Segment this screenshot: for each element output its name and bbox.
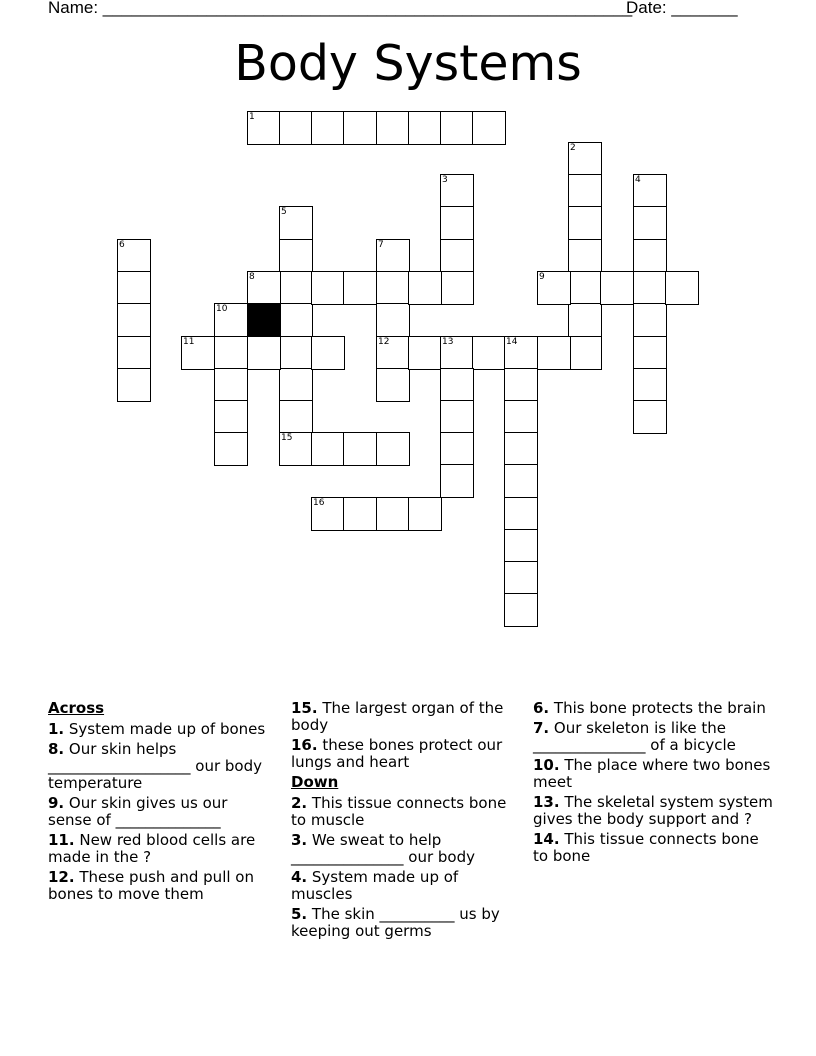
clue-number-label: 1 [249, 112, 255, 122]
clue-text: This tissue connects bone to bone [533, 830, 759, 865]
name-field-label: Name: ________________________________________________________ [48, 0, 633, 17]
clue-number-label: 4 [635, 175, 641, 185]
crossword-cell[interactable] [214, 336, 248, 370]
crossword-cell[interactable] [408, 111, 442, 145]
crossword-cell[interactable] [568, 206, 602, 240]
crossword-cell[interactable] [440, 336, 474, 370]
crossword-cell[interactable] [568, 271, 602, 305]
crossword-cell[interactable] [279, 303, 313, 337]
clue-down-4 [291, 869, 516, 903]
crossword-cell[interactable] [633, 239, 667, 273]
crossword-cell[interactable] [279, 368, 313, 402]
crossword-cell[interactable] [633, 174, 667, 208]
clue-text: Our skin gives us our sense of ______________ [48, 794, 228, 829]
clue-text: The largest organ of the body [291, 699, 504, 734]
crossword-cell[interactable] [633, 400, 667, 434]
clue-number-label: 9 [539, 272, 545, 282]
crossword-cell[interactable] [568, 239, 602, 273]
clue-down-10 [533, 757, 773, 791]
crossword-cell[interactable] [214, 400, 248, 434]
clue-across-9 [48, 795, 273, 829]
crossword-cell[interactable] [376, 303, 410, 337]
crossword-cell[interactable] [279, 432, 313, 466]
crossword-cell[interactable] [633, 368, 667, 402]
crossword-cell[interactable] [279, 336, 313, 370]
crossword-cell[interactable] [568, 142, 602, 176]
crossword-cell[interactable] [376, 368, 410, 402]
crossword-cell[interactable] [117, 303, 151, 337]
clue-number: 16. [291, 736, 318, 754]
crossword-cell[interactable] [440, 432, 474, 466]
clue-number-label: 2 [570, 143, 576, 153]
crossword-cell[interactable] [440, 206, 474, 240]
clue-text: these bones protect our lungs and heart [291, 736, 503, 771]
crossword-cell[interactable] [311, 336, 345, 370]
crossword-cell[interactable] [665, 271, 699, 305]
clue-number-label: 3 [442, 175, 448, 185]
crossword-cell[interactable] [472, 336, 506, 370]
crossword-cell[interactable] [408, 336, 442, 370]
crossword-cell[interactable] [568, 174, 602, 208]
clue-number: 11. [48, 831, 75, 849]
crossword-cell[interactable] [117, 368, 151, 402]
clue-across-15 [291, 700, 516, 734]
crossword-cell[interactable] [440, 464, 474, 498]
clue-number-label: 10 [216, 304, 228, 314]
crossword-cell[interactable] [214, 368, 248, 402]
crossword-cell[interactable] [504, 432, 538, 466]
crossword-cell[interactable] [376, 239, 410, 273]
clue-number: 8. [48, 740, 65, 758]
crossword-cell[interactable] [440, 111, 474, 145]
crossword-cell[interactable] [633, 271, 667, 305]
crossword-cell[interactable] [408, 497, 442, 531]
clue-number-label: 5 [281, 207, 287, 217]
clue-number: 6. [533, 699, 550, 717]
crossword-cell[interactable] [343, 271, 377, 305]
down-heading: Down [291, 773, 339, 791]
clue-down-2 [291, 795, 516, 829]
clues-column-3 [533, 700, 773, 868]
crossword-cell[interactable] [504, 464, 538, 498]
clue-down-3 [291, 832, 516, 866]
clue-text: This tissue connects bone to muscle [291, 794, 507, 829]
crossword-cell[interactable] [181, 336, 215, 370]
crossword-cell[interactable] [440, 271, 474, 305]
clue-down-7 [533, 720, 773, 754]
crossword-cell[interactable] [117, 271, 151, 305]
clue-number: 12. [48, 868, 75, 886]
crossword-cell[interactable] [117, 239, 151, 273]
crossword-cell[interactable] [633, 336, 667, 370]
clue-number: 2. [291, 794, 308, 812]
clue-number-label: 11 [183, 337, 195, 347]
clue-number: 9. [48, 794, 65, 812]
crossword-cell[interactable] [279, 239, 313, 273]
clue-number: 7. [533, 719, 550, 737]
clue-number: 10. [533, 756, 560, 774]
crossword-cell[interactable] [376, 271, 410, 305]
crossword-cell[interactable] [376, 497, 410, 531]
clue-text: The place where two bones meet [533, 756, 771, 791]
page-title: Body Systems [234, 35, 582, 92]
crossword-cell[interactable] [440, 400, 474, 434]
clue-number: 4. [291, 868, 308, 886]
clue-number-label: 15 [281, 433, 293, 443]
clue-text: System made up of bones [64, 720, 266, 738]
crossword-cell[interactable] [117, 336, 151, 370]
clue-number-label: 14 [506, 337, 518, 347]
crossword-cell[interactable] [311, 271, 345, 305]
crossword-cell[interactable] [472, 111, 506, 145]
clue-down-5 [291, 906, 516, 940]
clue-across-11 [48, 832, 273, 866]
crossword-cell[interactable] [311, 111, 345, 145]
clue-number-label: 7 [378, 240, 384, 250]
clue-text: The skin __________ us by keeping out germs [291, 905, 500, 940]
crossword-cell[interactable] [633, 303, 667, 337]
crossword-cell[interactable] [504, 368, 538, 402]
clue-text: We sweat to help _______________ our body [291, 831, 475, 866]
crossword-cell[interactable] [440, 174, 474, 208]
clue-number: 3. [291, 831, 308, 849]
date-field-label: Date: _______ [626, 0, 738, 17]
clue-text: System made up of muscles [291, 868, 459, 903]
crossword-cell[interactable] [376, 336, 410, 370]
crossword-cell[interactable] [440, 239, 474, 273]
clue-number-label: 8 [249, 272, 255, 282]
crossword-cell[interactable] [504, 497, 538, 531]
clue-down-13 [533, 794, 773, 828]
crossword-cell[interactable] [376, 111, 410, 145]
clue-number-label: 13 [442, 337, 454, 347]
crossword-cell[interactable] [343, 111, 377, 145]
clues-column-2 [291, 700, 516, 943]
crossword-cell[interactable] [279, 111, 313, 145]
clue-number: 13. [533, 793, 560, 811]
clue-text: Our skeleton is like the _______________ of a bicycle [533, 719, 736, 754]
crossword-cell[interactable] [568, 336, 602, 370]
crossword-cell[interactable] [214, 303, 248, 337]
crossword-cell[interactable] [504, 400, 538, 434]
clue-number: 15. [291, 699, 318, 717]
crossword-cell[interactable] [408, 271, 442, 305]
clue-text: This bone protects the brain [549, 699, 766, 717]
crossword-cell[interactable] [633, 206, 667, 240]
crossword-cell[interactable] [504, 529, 538, 563]
blocked-cell [247, 303, 281, 337]
crossword-cell[interactable] [568, 303, 602, 337]
crossword-cell[interactable] [440, 368, 474, 402]
clue-text: Our skin helps ___________________ our body temperature [48, 740, 262, 792]
crossword-cell[interactable] [376, 432, 410, 466]
crossword-cell[interactable] [214, 432, 248, 466]
clue-number: 1. [48, 720, 65, 738]
crossword-cell[interactable] [279, 271, 313, 305]
crossword-cell[interactable] [247, 336, 281, 370]
crossword-cell[interactable] [504, 561, 538, 595]
crossword-cell[interactable] [600, 271, 634, 305]
clue-across-8 [48, 741, 273, 792]
across-heading: Across [48, 699, 105, 717]
crossword-cell[interactable] [279, 400, 313, 434]
crossword-cell[interactable] [311, 497, 345, 531]
clue-number-label: 6 [119, 240, 125, 250]
clue-number: 14. [533, 830, 560, 848]
clue-number: 5. [291, 905, 308, 923]
clue-number-label: 12 [378, 337, 390, 347]
crossword-cell[interactable] [343, 432, 377, 466]
crossword-cell[interactable] [279, 206, 313, 240]
clue-text: New red blood cells are made in the ? [48, 831, 256, 866]
clue-down-6 [533, 700, 773, 717]
crossword-cell[interactable] [311, 432, 345, 466]
crossword-cell[interactable] [247, 111, 281, 145]
clues-column-1 [48, 700, 273, 906]
clue-number-label: 16 [313, 498, 325, 508]
clue-across-1 [48, 721, 273, 738]
clue-text: The skeletal system system gives the body support and ? [533, 793, 773, 828]
crossword-cell[interactable] [537, 271, 571, 305]
crossword-cell[interactable] [343, 497, 377, 531]
crossword-cell[interactable] [247, 271, 281, 305]
clue-across-12 [48, 869, 273, 903]
clue-across-16 [291, 737, 516, 771]
clue-text: These push and pull on bones to move them [48, 868, 254, 903]
crossword-cell[interactable] [537, 336, 571, 370]
crossword-cell[interactable] [504, 336, 538, 370]
clue-down-14 [533, 831, 773, 865]
crossword-cell[interactable] [504, 593, 538, 627]
